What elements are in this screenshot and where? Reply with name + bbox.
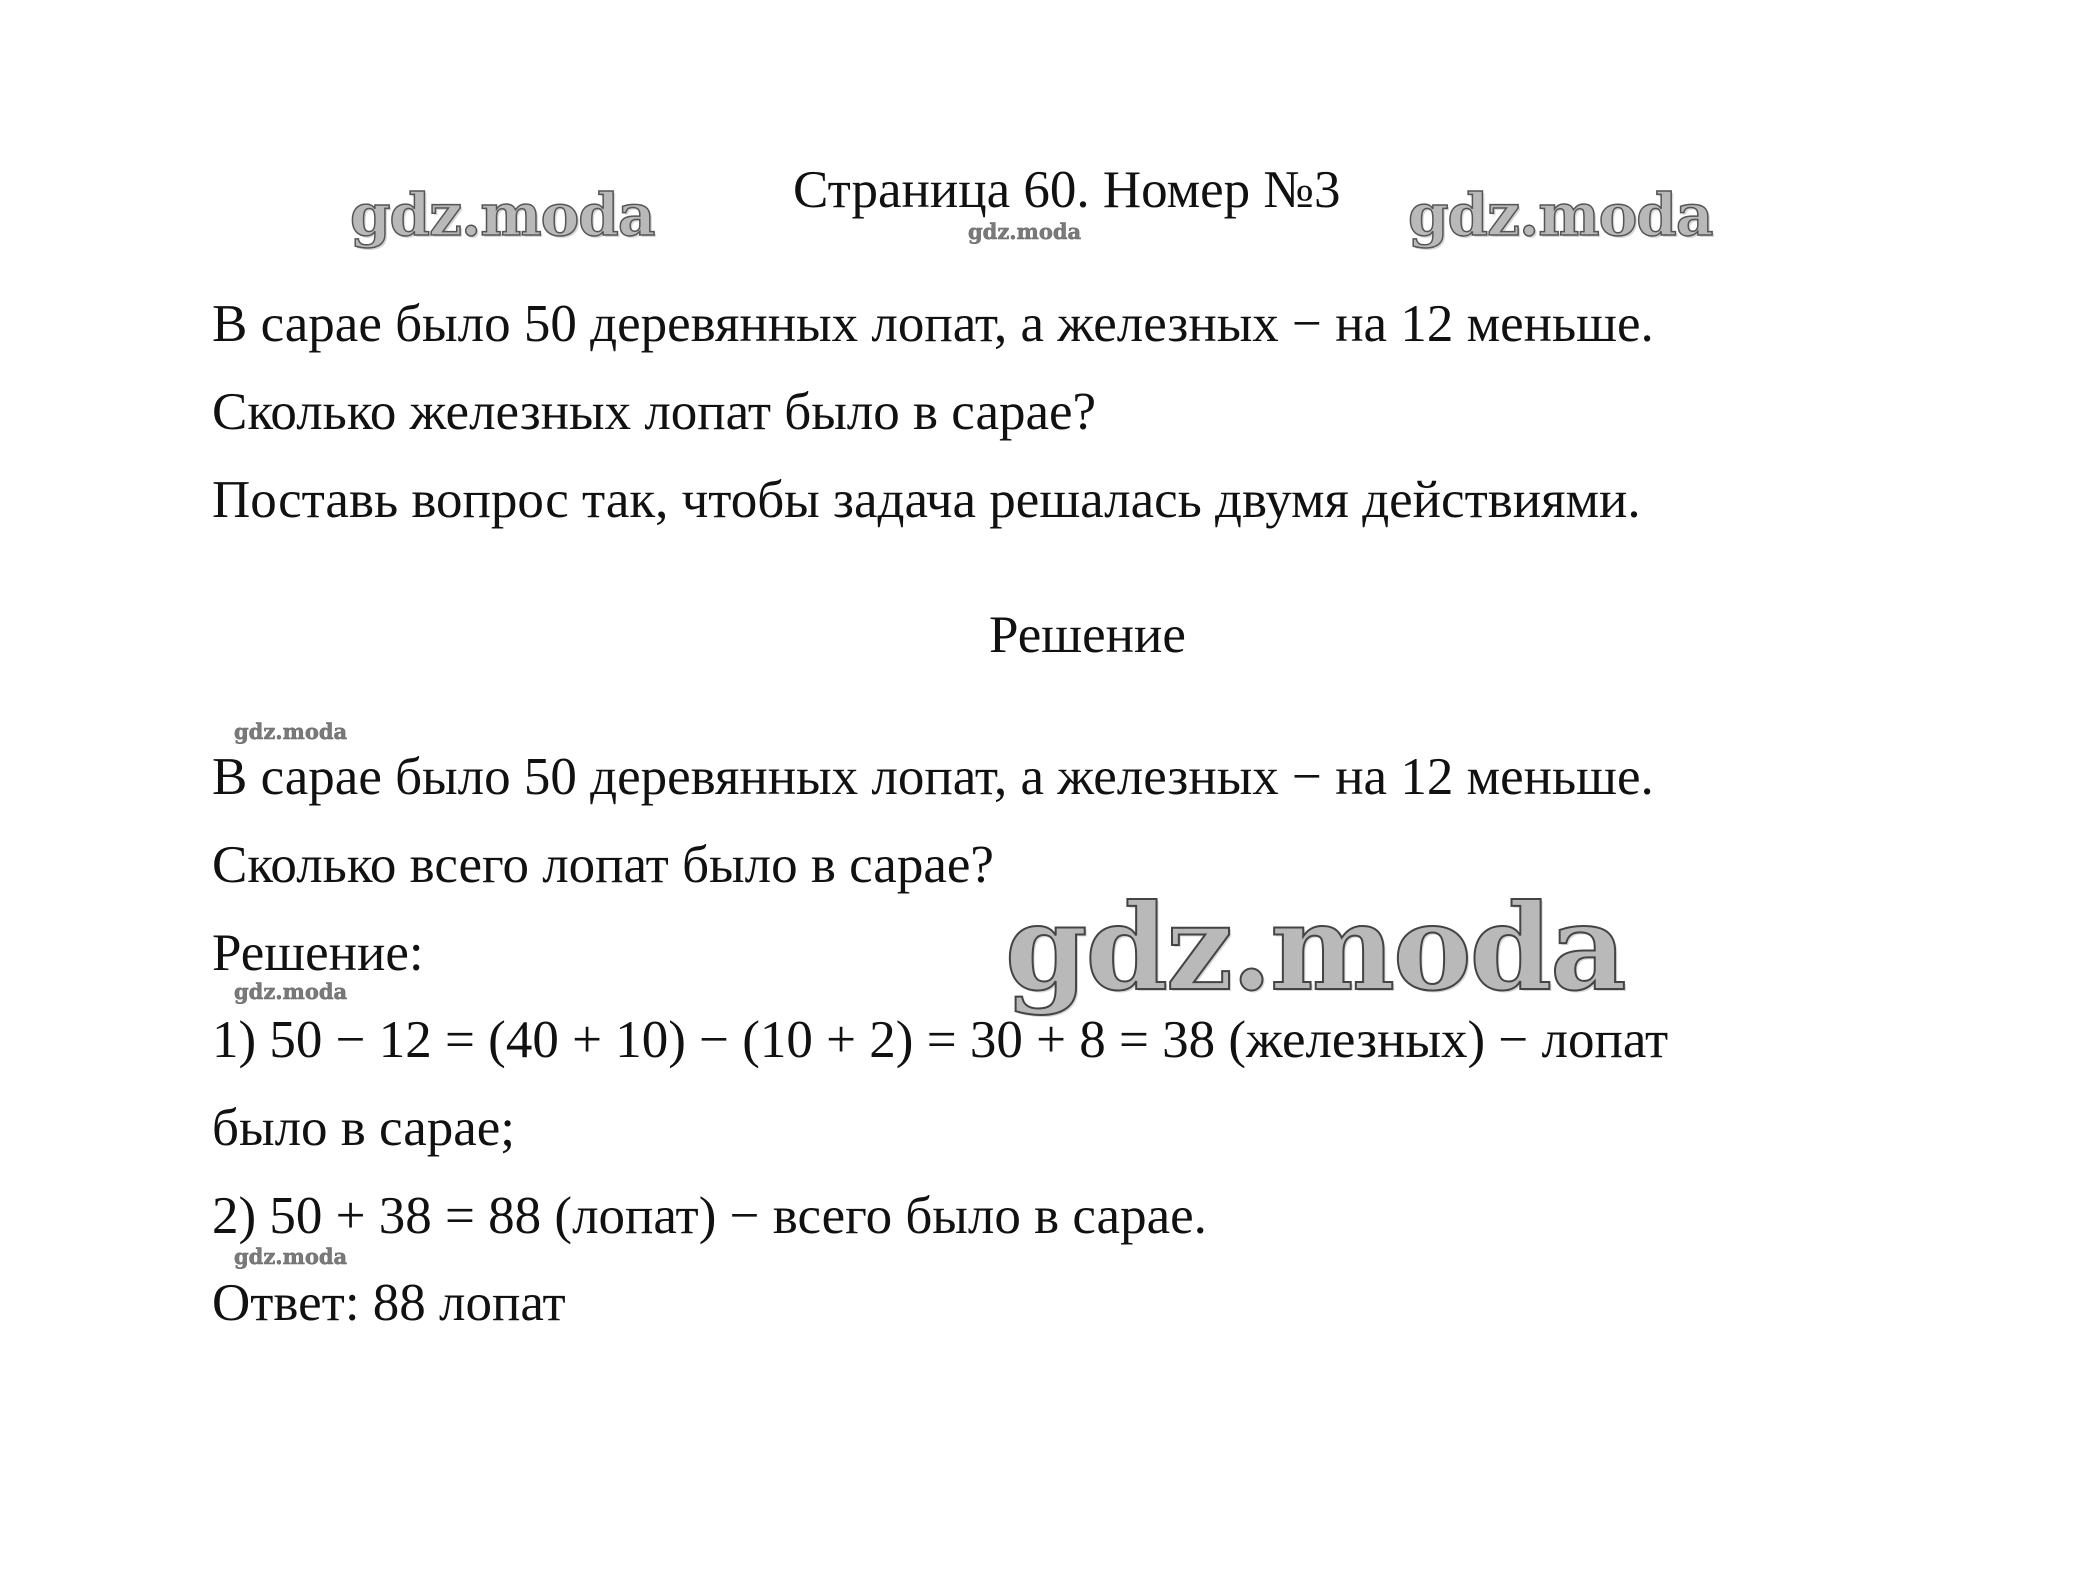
watermark-small-title: gdz.moda [968, 219, 1082, 244]
solution-heading: Решение [989, 606, 1186, 664]
watermark-logo-right: gdz.moda [1408, 181, 1713, 249]
watermark-small-3: gdz.moda [234, 1244, 348, 1269]
solution-step-1: 1) 50 − 12 = (40 + 10) − (10 + 2) = 30 + 8 = 38 (железных) − лопат [212, 1011, 1669, 1069]
solution-step-2: 2) 50 + 38 = 88 (лопат) − всего было в сарае. [212, 1187, 1207, 1245]
solution-answer: Ответ: 88 лопат [212, 1274, 566, 1332]
task-line-3: Поставь вопрос так, чтобы задача решалась двумя действиями. [212, 471, 1641, 529]
task-line-2: Сколько железных лопат было в сарае? [212, 383, 1097, 441]
solution-line-1: В сарае было 50 деревянных лопат, а железных − на 12 меньше. [212, 748, 1654, 806]
solution-step-1-cont: было в сарае; [212, 1099, 516, 1157]
page-title: Страница 60. Номер №3 [793, 161, 1341, 219]
watermark-small-2: gdz.moda [234, 979, 348, 1004]
watermark-logo-center: gdz.moda [1005, 878, 1625, 1017]
watermark-logo-left: gdz.moda [350, 181, 655, 249]
solution-line-2: Сколько всего лопат было в сарае? [212, 836, 994, 894]
task-line-1: В сарае было 50 деревянных лопат, а железных − на 12 меньше. [212, 295, 1654, 353]
solution-line-3: Решение: [212, 924, 424, 982]
watermark-small-1: gdz.moda [234, 719, 348, 744]
